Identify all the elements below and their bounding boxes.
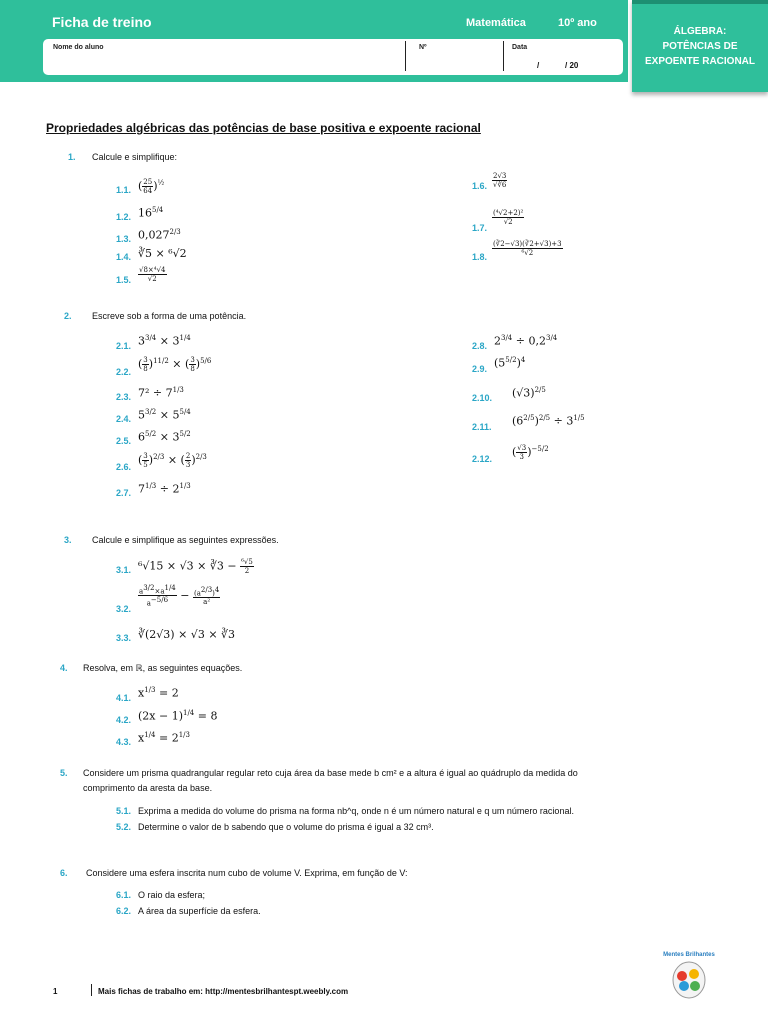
math-expression: $(6^{2/5})^{2/5} \div 3^{1/5}$ [512,414,585,428]
question-number: 3. [64,535,72,545]
item-number: 3.2. [116,604,132,614]
item-number: 2.8. [472,341,488,351]
item-number: 2.1. [116,341,132,351]
math-expression: $7^2 \div 7^{1/3}$ [138,386,184,400]
question-number: 4. [60,663,68,673]
item-number: 4.3. [116,737,132,747]
date-value: / [537,61,540,70]
math-expression: $5^{3/2} \times 5^{5/4}$ [138,408,191,422]
item-number: 4.1. [116,693,132,703]
item-number: 2.7. [116,488,132,498]
item-number: 1.2. [116,212,132,222]
question-number: 2. [64,311,72,321]
math-expression: $3^{3/4} \times 3^{1/4}$ [138,334,191,348]
math-expression: $7^{1/3} \div 2^{1/3}$ [138,482,191,496]
footer-link-text[interactable]: Mais fichas de trabalho em: http://mentesbrilhantespt.weebly.com [98,987,349,996]
school-year: 10º ano [558,17,597,29]
item-number: 5.1. [116,806,132,816]
question-text-continued: comprimento da aresta da base. [83,783,213,793]
question-number: 5. [60,768,68,778]
math-expression: $\frac{2√3}{√∛6}$ [493,172,507,189]
item-number: 4.2. [116,715,132,725]
item-number: 1.6. [472,181,488,191]
math-expression: ( $\frac{√3}{3}$ )$^{-5/2}$ [512,444,549,461]
item-number: 2.2. [116,367,132,377]
item-text: Exprima a medida do volume do prisma na forma nb^q, onde n é um número natural e q um número racional. [138,806,574,816]
page-number: 1 [53,987,58,996]
math-expression: $(2x - 1)^{1/4} = 8$ [138,709,218,723]
math-expression: $\frac{\text{(⁴√2+2)²}}{√2}$ [493,209,524,226]
item-number: 2.10. [472,393,493,403]
item-number: 1.3. [116,234,132,244]
footer-divider [91,984,92,996]
item-number: 5.2. [116,822,132,832]
item-number: 1.8. [472,252,488,262]
math-expression: ⁶√15 × √3 × ∛3 − $\frac{\text{⁶√5}}{2}$ [138,558,253,575]
topic-line: EXPOENTE RACIONAL [644,56,755,67]
item-number: 2.4. [116,414,132,424]
logo-text: Mentes Brilhantes [663,952,715,958]
math-expression: $\frac{\text{√8×⁴√4}}{√2}$ [139,266,166,283]
item-number: 1.7. [472,223,488,233]
math-expression: $(5^{5/2})^4$ [494,356,526,370]
page-heading: Propriedades algébricas das potências de base positiva e expoente racional [46,121,481,135]
math-expression: ( $\frac{3}{8}$ )$^{11/2}$ × ( $\frac{3}{8}$ )$^{5/6}$ [138,356,212,373]
math-expression: $6^{5/2} \times 3^{5/2}$ [138,430,191,444]
math-expression: ∛5 × ⁶√2 [138,247,187,260]
topic-line: POTÊNCIAS DE [662,41,738,52]
subject: Matemática [466,17,526,29]
question-text: Calcule e simplifique: [92,152,178,162]
divider [405,41,406,71]
math-expression: ( $\frac{3}{5}$ )$^{2/3}$ × ( $\frac{2}{3}$ )$^{2/3}$ [138,452,207,469]
name-label: Nome do aluno [53,44,104,51]
item-number: 6.2. [116,906,132,916]
question-text: Considere uma esfera inscrita num cubo de volume V. Exprima, em função de V: [86,868,408,878]
item-number: 1.4. [116,252,132,262]
date-label: Data [512,44,528,51]
mentes-brilhantes-logo [660,946,718,1004]
number-label: Nº [419,44,427,51]
item-number: 1.1. [116,185,132,195]
question-text: Considere um prisma quadrangular regular reto cuja área da base mede b cm² e a altura é igual ao quádruplo da medida do [83,768,578,778]
question-number: 1. [68,152,76,162]
item-number: 2.9. [472,364,488,374]
topic-box-top-strip [632,0,768,4]
math-expression: ( $\frac{25}{64}$ )$^{\frac{1}{2}}$ [138,178,165,195]
question-text: Resolva, em ℝ, as seguintes equações. [83,663,243,673]
math-expression: $x^{1/4} = 2^{1/3}$ [138,731,190,745]
item-number: 2.11. [472,422,492,432]
math-expression: ∛(2√3) × √3 × ∛3 [138,628,236,641]
math-expression: $\frac{a^{3/2}\times a^{1/4}}{a^{-5/6}}$ − $\frac{(a^{2/3})^4}{\text{a²}}$ [139,584,220,608]
math-expression: $2^{3/4} \div 0,2^{3/4}$ [494,334,558,348]
item-number: 6.1. [116,890,132,900]
header-band [0,0,628,82]
item-number: 3.3. [116,633,132,643]
item-text: O raio da esfera; [138,890,206,900]
question-number: 6. [60,868,68,878]
divider [503,41,504,71]
topic-box [632,0,768,92]
item-number: 1.5. [116,275,132,285]
topic-line: ÁLGEBRA: [673,26,727,37]
math-expression: $x^{1/3} = 2$ [138,686,179,700]
item-text: A área da superfície da esfera. [138,906,261,916]
math-expression: $0,027^{2/3}$ [138,228,181,242]
question-text: Calcule e simplifique as seguintes expressões. [92,535,279,545]
item-number: 2.3. [116,392,132,402]
math-expression: $\frac{(∛2-√3)(∛2+√3)+3}{\text{⁶√2}}$ [493,240,562,257]
item-number: 2.5. [116,436,132,446]
score-value: / 20 [565,61,579,70]
student-info-box [42,38,624,76]
item-text: Determine o valor de b sabendo que o volume do prisma é igual a 32 cm³. [138,822,434,832]
sheet-title: Ficha de treino [52,14,152,30]
math-expression: $16^{5/4}$ [138,206,164,220]
math-expression: $(√3)^{2/5}$ [512,386,546,400]
question-text: Escreve sob a forma de uma potência. [92,311,247,321]
item-number: 3.1. [116,565,132,575]
item-number: 2.12. [472,454,493,464]
item-number: 2.6. [116,462,132,472]
